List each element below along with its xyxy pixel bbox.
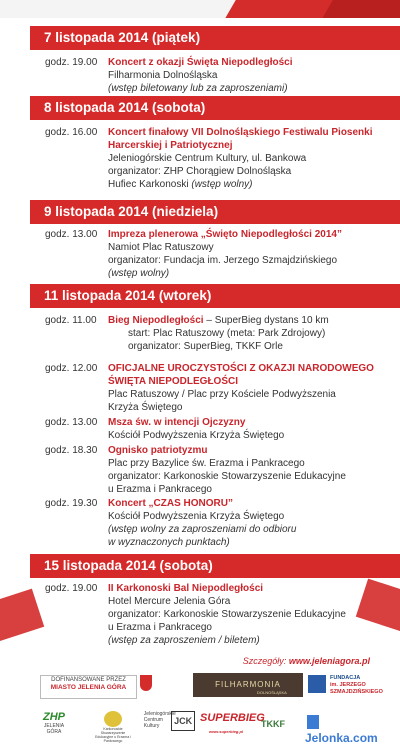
city-crest-icon — [140, 675, 152, 691]
event-item — [45, 444, 385, 496]
details-link[interactable] — [243, 656, 370, 666]
flag-decoration — [0, 0, 400, 18]
superbieg-url: www.superbieg.pl — [208, 729, 244, 734]
sponsor-superbieg — [200, 711, 265, 739]
event-line: Kościół Podwyższenia Krzyża Świętego — [108, 511, 285, 522]
event-time: godz. 12.00 — [45, 363, 98, 374]
event-line: (wstęp za zaproszeniem / biletem) — [108, 635, 260, 646]
event-title-suffix: – SuperBieg dystans 10 km — [203, 315, 329, 326]
event-item — [45, 416, 385, 442]
event-time: godz. 19.00 — [45, 583, 98, 594]
sponsor-miasto-line2: MIASTO JELENIA GÓRA — [50, 684, 127, 691]
event-title: OFICJALNE UROCZYSTOŚCI Z OKAZJI NARODOWEGO ŚWIĘTA NIEPODLEGŁOŚCI — [108, 363, 374, 387]
event-line: organizator: Karkonoskie Stowarzyszenie Edukacyjne — [108, 609, 346, 620]
event-title: Msza św. w intencji Ojczyzny — [108, 417, 246, 428]
event-item — [45, 314, 385, 353]
event-line: (wstęp wolny za zaproszeniami do odbioru — [108, 524, 297, 535]
event-time: godz. 13.00 — [45, 229, 98, 240]
details-label: Szczegóły: — [242, 656, 289, 666]
event-line: organizator: SuperBieg, TKKF Orle — [128, 341, 283, 352]
sponsor-zhp — [40, 711, 68, 739]
event-line: Krzyża Świętego — [108, 402, 183, 413]
sponsor-filharmonia-name: FILHARMONIA — [215, 680, 281, 689]
event-title: Koncert „CZAS HONORU” — [108, 498, 234, 509]
event-line: Filharmonia Dolnośląska — [108, 70, 218, 81]
sponsor-filharmonia — [193, 673, 303, 697]
sponsor-filharmonia-sub: DOLNOŚLĄSKA — [257, 690, 287, 695]
event-line: Namiot Plac Ratuszowy — [108, 242, 214, 253]
superbieg-logo: SUPERBIEG — [200, 712, 265, 724]
sponsor-miasto-line1: DOFINANSOWANE PRZEZ — [51, 677, 126, 683]
event-line: Plac przy Bazylice św. Erazma i Pankracego — [108, 458, 305, 469]
event-line: Plac Ratuszowy / Plac przy Kościele Podwyższenia — [108, 389, 336, 400]
event-line-note: (wstęp wolny) — [191, 179, 253, 190]
event-line — [108, 178, 385, 191]
event-line: Jeleniogórskie Centrum Kultury, ul. Bankowa — [108, 153, 307, 164]
event-time: godz. 13.00 — [45, 417, 98, 428]
details-url[interactable]: www.jeleniagora.pl — [288, 656, 370, 666]
jck-caption: Jeleniogórskie Centrum Kultury — [143, 711, 176, 729]
karkonoskie-logo-icon — [104, 711, 122, 727]
event-line: Hotel Mercure Jelenia Góra — [108, 596, 231, 607]
event-time: godz. 16.00 — [45, 127, 98, 138]
event-title: Impreza plenerowa „Święto Niepodległości 2014” — [108, 229, 342, 240]
sponsor-jck — [142, 711, 197, 739]
event-line: u Erazma i Pankracego — [108, 484, 212, 495]
event-line: u Erazma i Pankracego — [108, 622, 212, 633]
event-time: godz. 19.30 — [45, 498, 98, 509]
event-item — [45, 362, 385, 414]
event-time: godz. 19.00 — [45, 57, 98, 68]
zhp-logo: ZHP — [43, 711, 65, 723]
fundacja-logo-icon — [308, 675, 326, 693]
day-header: 7 listopada 2014 (piątek) — [30, 26, 400, 50]
event-title: Ognisko patriotyzmu — [108, 445, 208, 456]
day-header: 15 listopada 2014 (sobota) — [30, 554, 400, 578]
event-line: w wyznaczonych punktach) — [108, 537, 230, 548]
event-title: Koncert z okazji Święta Niepodległości — [108, 57, 293, 68]
sponsor-logos — [40, 673, 383, 745]
event-line: organizator: Karkonoskie Stowarzyszenie Edukacyjne — [108, 471, 346, 482]
event-line: (wstęp biletowany lub za zaproszeniami) — [108, 83, 288, 94]
event-title: Bieg Niepodległości — [108, 315, 204, 326]
sponsor-tkkf — [258, 711, 288, 739]
jck-logo: JCK — [171, 711, 195, 731]
sponsor-miasto-jelenia-gora — [40, 675, 137, 699]
watermark — [305, 713, 385, 745]
event-line-text: Hufiec Karkonoski — [108, 179, 192, 190]
ribbon-decoration-left — [0, 589, 44, 652]
watermark-text: Jelonka.com — [305, 731, 378, 745]
event-item — [45, 56, 385, 95]
tkkf-logo: TKKF — [261, 719, 285, 729]
event-title: II Karkonoski Bal Niepodległości — [108, 583, 264, 594]
day-header: 9 listopada 2014 (niedziela) — [30, 200, 400, 224]
event-line: organizator: Fundacja im. Jerzego Szmajdzińskiego — [108, 255, 337, 266]
event-title: Koncert finałowy VII Dolnośląskiego Festiwalu Piosenki Harcerskiej i Patriotycznej — [108, 127, 373, 151]
event-item — [45, 228, 385, 280]
fundacja-line1: FUNDACJA — [330, 675, 361, 681]
event-item — [45, 497, 385, 549]
event-item — [45, 126, 385, 191]
event-line: organizator: ZHP Chorągiew Dolnośląska — [108, 166, 292, 177]
event-time: godz. 18.30 — [45, 445, 98, 456]
event-item — [45, 582, 385, 647]
event-time: godz. 11.00 — [45, 315, 97, 326]
sponsor-karkonoskie — [95, 711, 131, 743]
sponsor-fundacja — [308, 673, 383, 699]
fundacja-line3: SZMAJDZIŃSKIEGO — [330, 689, 383, 695]
event-line: Kościół Podwyższenia Krzyża Świętego — [108, 430, 285, 441]
day-header: 8 listopada 2014 (sobota) — [30, 96, 400, 120]
day-header: 11 listopada 2014 (wtorek) — [30, 284, 400, 308]
karkonoskie-caption: Karkonoskie Stowarzyszenie Edukacyjne u Erazma i Pankracego — [95, 727, 131, 743]
zhp-caption: JELENIA GÓRA — [43, 723, 65, 735]
fundacja-line2: im. JERZEGO — [330, 682, 366, 688]
event-line: start: Plac Ratuszowy (meta: Park Zdrojowy) — [128, 328, 326, 339]
phone-icon — [305, 713, 321, 731]
event-line: (wstęp wolny) — [108, 268, 170, 279]
